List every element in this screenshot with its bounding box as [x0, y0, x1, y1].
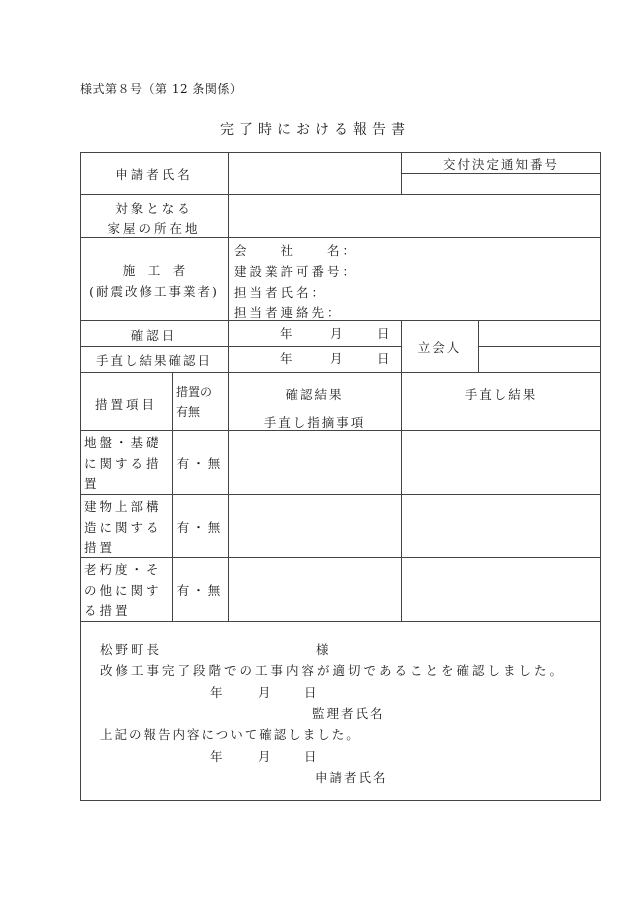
- measure-row-3-line2: の他に関す: [84, 583, 162, 598]
- confirm-day: 日: [377, 326, 390, 341]
- addressee: 松野町長: [100, 642, 163, 657]
- measure-yesno-header-line1: 措置の: [176, 385, 213, 399]
- measure-yesno-header-line2: 有無: [176, 405, 201, 419]
- addressee-honorific: 様: [316, 642, 329, 657]
- confirm-date-label: 確認日: [130, 328, 178, 343]
- fix-date-label: 手直し結果確認日: [95, 353, 212, 368]
- contact-label: 担当者連絡先：: [234, 305, 343, 320]
- supervisor-date-day: 日: [304, 685, 317, 700]
- form-number: 様式第８号（第 12 条関係）: [80, 82, 243, 96]
- measure-row-2-yesno[interactable]: 有・無: [176, 520, 224, 535]
- measure-row-3-line1: 老朽度・そ: [84, 562, 162, 577]
- completion-statement: 改修工事完了段階での工事内容が適切であることを確認しました。: [100, 663, 566, 678]
- measure-item-header: 措置項目: [94, 397, 157, 412]
- applicant-name-cell[interactable]: [228, 152, 401, 194]
- contractor-label-line1: 施 工 者: [122, 263, 186, 278]
- target-location-cell[interactable]: [228, 194, 601, 237]
- person-in-charge-label: 担当者氏名：: [234, 285, 328, 300]
- measure-row-1-yesno[interactable]: 有・無: [176, 456, 224, 471]
- grant-number-label: 交付決定通知番号: [442, 157, 559, 172]
- applicant-signature-label: 申請者氏名: [315, 770, 388, 785]
- measure-row-2-line1: 建物上部構: [84, 499, 162, 514]
- supervisor-date-year: 年: [210, 685, 223, 700]
- applicant-date-month: 月: [258, 749, 271, 764]
- license-number-label: 建設業許可番号：: [234, 264, 359, 279]
- applicant-date-year: 年: [210, 749, 223, 764]
- measure-row-2-line3: 措置: [84, 540, 116, 555]
- confirm-year: 年: [280, 326, 293, 341]
- document-title: 完了時における報告書: [220, 122, 410, 138]
- confirm-month: 月: [330, 326, 343, 341]
- fix-month: 月: [330, 351, 343, 366]
- fix-year: 年: [280, 351, 293, 366]
- witness-label: 立会人: [417, 340, 462, 355]
- report-form-table: [80, 152, 601, 801]
- measure-row-3-line3: る措置: [84, 603, 131, 618]
- applicant-name-label: 申請者氏名: [115, 167, 193, 182]
- supervisor-name-label: 監理者氏名: [312, 706, 385, 721]
- grant-number-cell[interactable]: [401, 173, 601, 194]
- applicant-date-day: 日: [304, 749, 317, 764]
- company-name-label: 会 社 名：: [234, 243, 359, 258]
- measure-row-2-line2: 造に関する: [84, 520, 162, 535]
- fix-result-header: 手直し結果: [464, 387, 538, 402]
- measure-row-1-line1: 地盤・基礎: [84, 435, 162, 450]
- confirmation-statement: 上記の報告内容について確認しました。: [100, 727, 361, 742]
- target-location-label-line2: 家屋の所在地: [107, 221, 201, 236]
- measure-row-3-yesno[interactable]: 有・無: [176, 583, 224, 598]
- fix-day: 日: [377, 351, 390, 366]
- measure-row-1-line2: に関する措: [84, 456, 162, 471]
- measure-row-1-line3: 置: [84, 476, 100, 491]
- contractor-label-line2: (耐震改修工事業者): [89, 284, 219, 299]
- fix-point-header: 手直し指摘事項: [263, 415, 366, 430]
- witness-cell-2[interactable]: [478, 346, 601, 372]
- check-result-header: 確認結果: [285, 387, 344, 402]
- supervisor-date-month: 月: [258, 685, 271, 700]
- target-location-label-line1: 対象となる: [115, 201, 193, 216]
- witness-cell-1[interactable]: [478, 320, 601, 346]
